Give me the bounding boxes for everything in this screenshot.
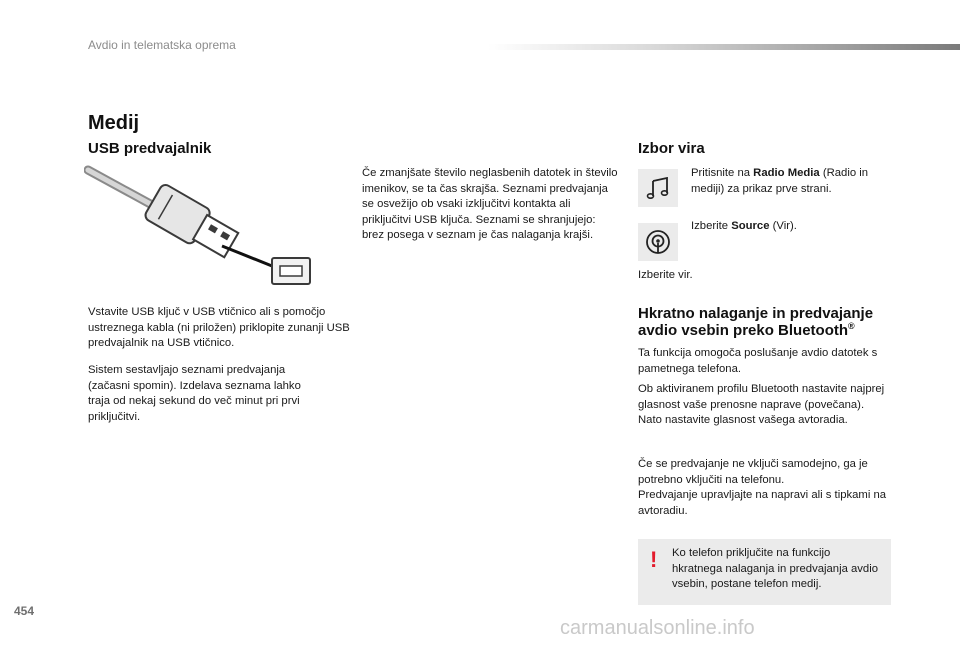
source-step-select: Izberite vir. — [638, 269, 693, 281]
page-title: Medij — [88, 112, 140, 134]
source-heading: Izbor vira — [638, 140, 705, 157]
warning-note-text: Ko telefon priključite na funkcijo hkratnega nalaganja in predvajanja avdio vsebin, postane telefon medij. — [672, 547, 879, 590]
usb-instruction-text: Vstavite USB ključ v USB vtičnico ali s pomočjo ustreznega kabla (ni priložen) priklopite zunanji USB predvajalnik na USB vtičnico. — [88, 306, 350, 349]
usb-playlist-text: Sistem sestavljajo seznami predvajanja (začasni spomin). Izdelava seznama lahko traja od nekaj sekund do več minut pri prvi priključitvi. — [88, 364, 301, 423]
source-step-radio-media: Pritisnite na Radio Media (Radio in mediji) za prikaz prve strani. — [691, 167, 869, 195]
bluetooth-volume-text: Ob aktiviranem profilu Bluetooth nastavite najprej glasnost vaše prenosne naprave (povečana). Nato nastavite glasnost vašega avtoradia. — [638, 383, 885, 426]
header-gradient-bar — [488, 44, 960, 50]
usb-loading-time-text: Če zmanjšate število neglasbenih datotek in število imenikov, se ta čas skrajša. Seznami predvajanja se osvežijo ob vsaki izključitvi kontakta ali priključitvi USB ključa. Seznami se shranjujejo: brez posega v seznam je čas nalaganja krajši. — [362, 167, 618, 241]
bluetooth-heading: Hkratno nalaganje in predvajanje avdio vsebin preko Bluetooth® — [638, 305, 874, 339]
page-number: 454 — [14, 604, 35, 618]
bluetooth-playback-text: Če se predvajanje ne vključi samodejno, ga je potrebno vključiti na telefonu. Predvajanje upravljajte na napravi ali s tipkami na avtoradiu. — [638, 458, 887, 517]
usb-heading: USB predvajalnik — [88, 140, 212, 157]
source-step-source: Izberite Source (Vir). — [691, 220, 797, 232]
bluetooth-intro-text: Ta funkcija omogoča poslušanje avdio datotek s pametnega telefona. — [638, 347, 878, 375]
header-title: Avdio in telematska oprema — [88, 38, 236, 52]
music-note-icon — [638, 169, 678, 207]
usb-stick-illustration — [84, 164, 316, 290]
warning-exclamation-icon: ! — [650, 547, 658, 572]
warning-note — [638, 539, 891, 605]
source-icon — [638, 223, 678, 261]
watermark: carmanualsonline.info — [560, 617, 755, 639]
